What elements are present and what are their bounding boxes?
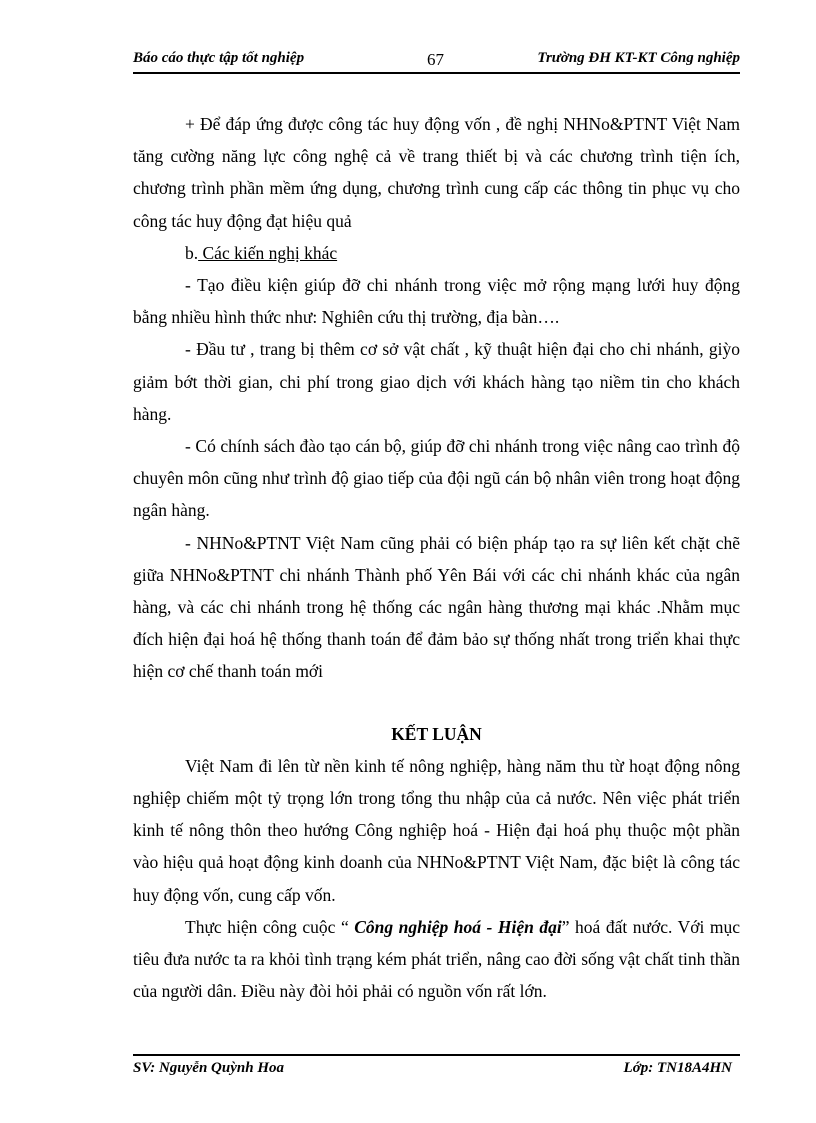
paragraph-linkage: - NHNo&PTNT Việt Nam cũng phải có biện pháp tạo ra sự liên kết chặt chẽ giữa NHNo&PTNT chi nhánh Thành phố Yên Bái với các chi nhánh khác của ngân hàng, và các chi nhánh trong hệ thống các ngân hàng thương mại khác .Nhằm mục đích hiện đại hoá hệ thống thanh toán để đảm bảo sự thống nhất trong triển khai thực hiện cơ chế thanh toán mới <box>133 532 740 682</box>
section-b-title: Các kiến nghị khác <box>198 242 338 263</box>
footer-class: Lớp: TN18A4HN <box>623 1060 732 1076</box>
paragraph-conclusion-1: Việt Nam đi lên từ nền kinh tế nông nghiệp, hàng năm thu từ hoạt động nông nghiệp chiếm một tỷ trọng lớn trong tổng thu nhập của cả nước. Nên việc phát triển kinh tế nông thôn theo hướng Công nghiệp hoá - Hiện đại hoá phụ thuộc một phần vào hiệu quả hoạt động kinh doanh của NHNo&PTNT Việt Nam, đặc biệt là công tác huy động vốn, cung cấp vốn. <box>133 755 740 905</box>
section-b-heading <box>133 237 740 269</box>
page-footer <box>133 1060 740 1084</box>
header-report-title: Báo cáo thực tập tốt nghiệp <box>133 50 305 66</box>
conclusion-2-end: ” hoá đất nước. Với mục tiêu đưa nước ta ra khỏi tình trạng kém phát triển, nâng cao đời sống vật chất tinh thần của người dân. Điều này đòi hỏi phải có nguồn vốn rất lớn. <box>133 916 740 1002</box>
page-number: 67 <box>427 50 444 69</box>
paragraph-training: - Có chính sách đào tạo cán bộ, giúp đỡ chi nhánh trong việc nâng cao trình độ chuyên môn cũng như trình độ giao tiếp của đội ngũ cán bộ nhân viên trong hoạt động ngân hàng. <box>133 436 740 521</box>
footer-divider <box>133 1054 740 1056</box>
document-body <box>133 108 740 1007</box>
header-divider <box>133 72 740 74</box>
conclusion-title: KẾT LUẬN <box>391 723 482 744</box>
paragraph-conclusion-2 <box>133 911 740 1008</box>
paragraph-investment: - Đầu tư , trang bị thêm cơ sở vật chất , kỹ thuật hiện đại cho chi nhánh, giỳo giảm bớt thời gian, chi phí trong giao dịch với khách hàng tạo niềm tin cho khách hàng. <box>133 339 740 424</box>
section-b-prefix: b. <box>185 242 199 263</box>
footer-student: SV: Nguyễn Quỳnh Hoa <box>133 1060 284 1076</box>
page-header <box>133 48 740 72</box>
paragraph-capital-technology: + Để đáp ứng được công tác huy động vốn , đề nghị NHNo&PTNT Việt Nam tăng cường năng lực công nghệ cả về trang thiết bị và các chương trình tiện ích, chương trình phần mềm ứng dụng, chương trình cung cấp các thông tin phục vụ cho công tác huy động đạt hiệu quả <box>133 114 740 231</box>
conclusion-2-start: Thực hiện công cuộc “ <box>185 916 355 937</box>
header-university: Trường ĐH KT-KT Công nghiệp <box>537 50 740 66</box>
conclusion-2-emphasis: Công nghiệp hoá - Hiện đại <box>354 916 562 937</box>
paragraph-network-expansion: - Tạo điều kiện giúp đỡ chi nhánh trong việc mở rộng mạng lưới huy động bằng nhiều hình thức như: Nghiên cứu thị trường, địa bàn…. <box>133 275 740 328</box>
